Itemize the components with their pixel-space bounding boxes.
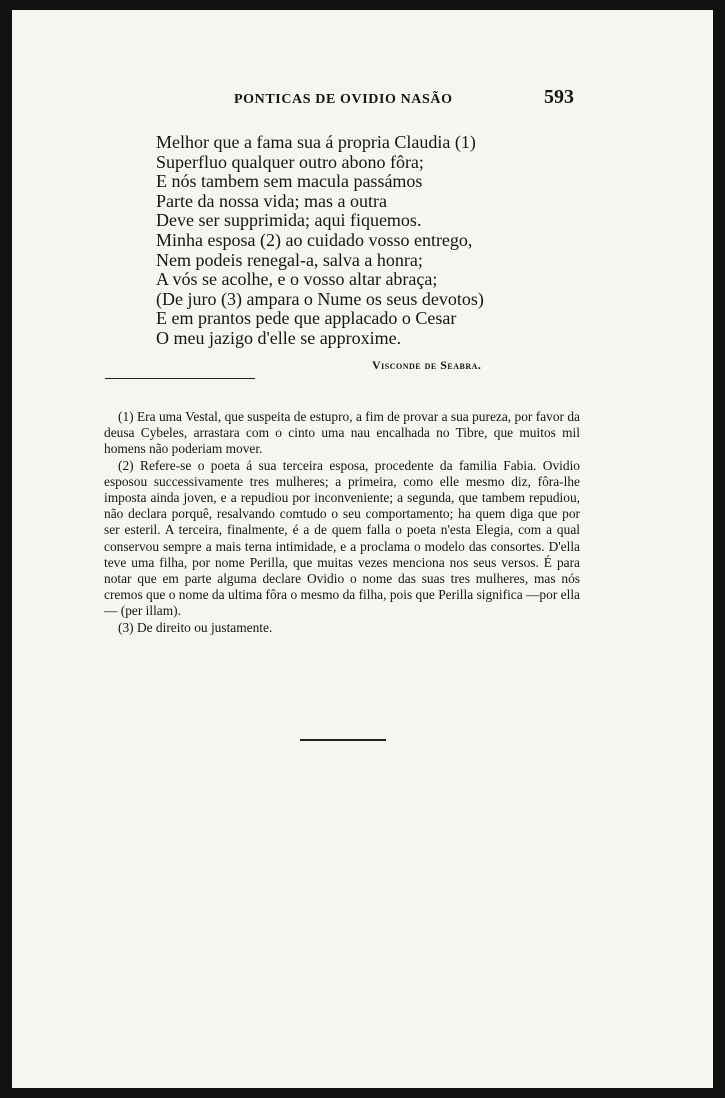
footnote: (1) Era uma Vestal, que suspeita de estupro, a fim de provar a sua pureza, por favor da deusa Cybeles, arrastara com o cinto uma nau encalhada no Tibre, que muitos mil homens não poderiam mover. — [104, 409, 580, 457]
book-page — [12, 10, 713, 1088]
translator-signature: Visconde de Seabra. — [372, 358, 482, 372]
footnotes — [104, 409, 580, 636]
poem-line: A vós se acolhe, e o vosso altar abraça; — [156, 269, 438, 290]
footnote: (2) Refere-se o poeta á sua terceira esposa, procedente da familia Fabia. Ovidio esposou successivamente tres mulheres; a primeira, como elle mesmo diz, fôra-lhe imposta ainda joven, e a repudiou por inconveniente; a segunda, que tambem repudiou, não declara porquê, resalvando comtudo o seu comportamento; ha quem diga que por ser esteril. A terceira, finalmente, é a de quem falla o poeta n'esta Elegia, com a qual conservou sempre a mais terna intimidade, e a proclama o modelo das consortes. D'ella teve uma filha, por nome Perilla, que muitas vezes menciona nos seus versos. É para notar que em parte alguma declare Ovidio o nome das suas tres mulheres, mas nós cremos que o nome da ultima fôra o mesmo da filha, pois que Perilla significa —por ella— (per illam). — [104, 457, 580, 619]
poem-line: Parte da nossa vida; mas a outra — [156, 190, 387, 211]
end-rule — [300, 739, 386, 741]
poem-verse — [156, 133, 484, 349]
footnote-separator-rule — [105, 378, 255, 379]
poem-line: E em prantos pede que applacado o Cesar — [156, 308, 457, 329]
page-number: 593 — [544, 86, 574, 108]
poem-line: O meu jazigo d'elle se approxime. — [156, 327, 402, 348]
poem-line: E nós tambem sem macula passámos — [156, 171, 423, 192]
page-header — [12, 10, 713, 130]
poem-line: Melhor que a fama sua á propria Claudia (1) — [156, 132, 476, 152]
poem-line: Nem podeis renegal-a, salva a honra; — [156, 249, 423, 270]
running-title: PONTICAS DE OVIDIO NASÃO — [234, 92, 453, 107]
poem-line: Superfluo qualquer outro abono fôra; — [156, 151, 424, 172]
poem-line: Deve ser supprimida; aqui fiquemos. — [156, 210, 422, 231]
poem-line: Minha esposa (2) ao cuidado vosso entrego, — [156, 229, 473, 250]
poem-line: (De juro (3) ampara o Nume os seus devotos) — [156, 288, 484, 309]
footnote: (3) De direito ou justamente. — [118, 619, 273, 635]
